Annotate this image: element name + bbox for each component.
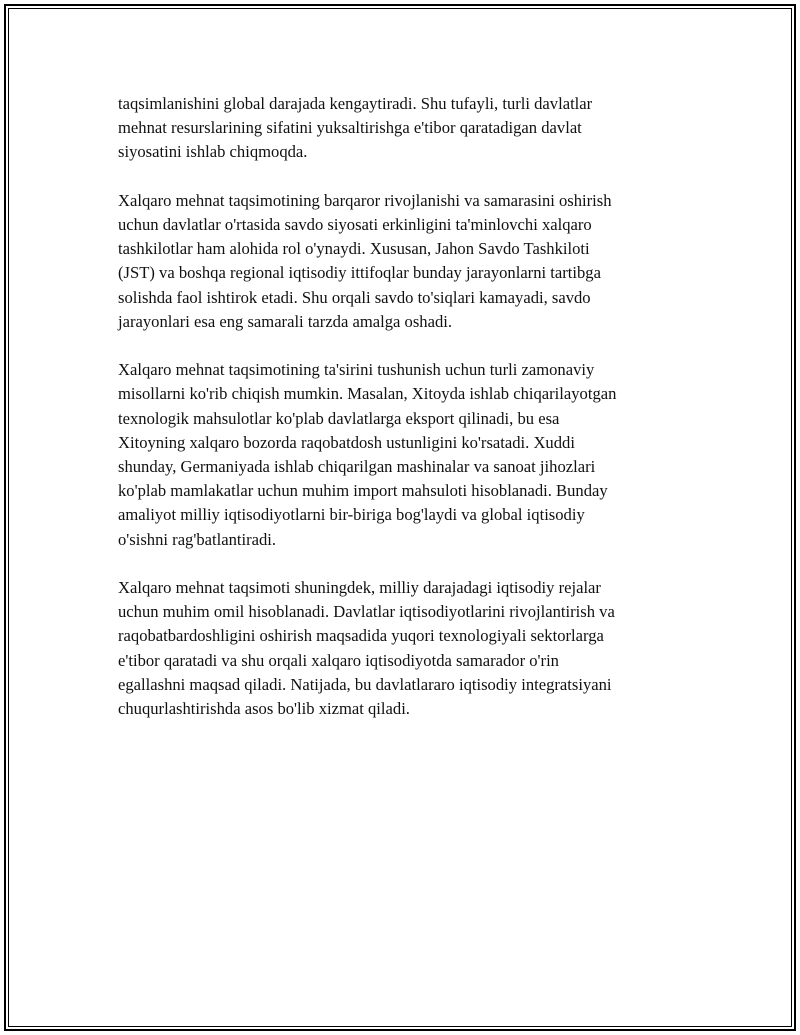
- paragraph-1: taqsimlanishini global darajada kengaytiradi. Shu tufayli, turli davlatlar mehnat resurslarining sifatini yuksaltirishga e'tibor qaratadigan davlat siyosatini ishlab chiqmoqda.: [118, 94, 593, 162]
- paragraph-2: Xalqaro mehnat taqsimotining barqaror rivojlanishi va samarasini oshirish uchun davlatlar o'rtasida savdo siyosati erkinligini ta'minlovchi xalqaro tashkilotlar ham alohida rol o'ynaydi. Xususan, Jahon Savdo Tashkiloti (JST) va boshqa regional iqtisodiy ittifoqlar bunday jarayonlarni tartibga solishda faol ishtirok etadi. Shu orqali savdo to'siqlari kamayadi, savdo jarayonlari esa eng samarali tarzda amalga oshadi.: [118, 190, 612, 331]
- paragraph-4: Xalqaro mehnat taqsimoti shuningdek, milliy darajadagi iqtisodiy rejalar uchun muhim omil hisoblanadi. Davlatlar iqtisodiyotlarini rivojlantirish va raqobatbardoshligini oshirish maqsadida yuqori texnologiyali sektorlarga e'tibor qaratadi va shu orqali xalqaro iqtisodiyotda samarador o'rin egallashni maqsad qiladi. Natijada, bu davlatlararo iqtisodiy integratsiyani chuqurlashtirishda asos bo'lib xizmat qiladi.: [118, 578, 615, 719]
- document-body: [118, 92, 678, 745]
- paragraph-3: Xalqaro mehnat taqsimotining ta'sirini tushunish uchun turli zamonaviy misollarni ko'rib chiqish mumkin. Masalan, Xitoyda ishlab chiqarilayotgan texnologik mahsulotlar ko'plab davlatlarga eksport qilinadi, bu esa Xitoyning xalqaro bozorda raqobatdosh ustunligini ko'rsatadi. Xuddi shunday, Germaniyada ishlab chiqarilgan mashinalar va sanoat jihozlari ko'plab mamlakatlar uchun muhim import mahsuloti hisoblanadi. Bunday amaliyot milliy iqtisodiyotlarni bir-biriga bog'laydi va global iqtisodiy o'sishni rag'batlantiradi.: [118, 360, 617, 549]
